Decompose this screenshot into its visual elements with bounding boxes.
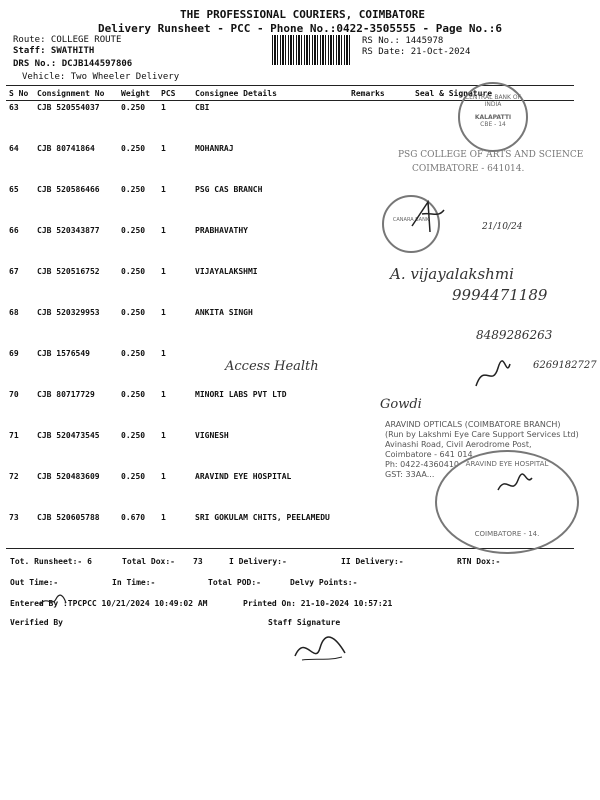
row-sno: 68 (9, 308, 19, 317)
row-consignment: CJB 520554037 (37, 103, 100, 112)
row-weight: 0.250 (121, 144, 146, 153)
row-consignee: PRABHAVATHY (195, 226, 248, 235)
drs-number: DRS No.: DCJB144597806 (13, 59, 133, 69)
row-consignment: CJB 80741864 (37, 144, 95, 153)
aravind-stamp-line4: Coimbatore - 641 014 (385, 450, 473, 459)
entered-by-scribble (38, 593, 68, 609)
row-consignee: VIGNESH (195, 431, 229, 440)
row-sno: 65 (9, 185, 19, 194)
row-consignee: VIJAYALAKSHMI (195, 267, 258, 276)
row-pcs: 1 (161, 144, 166, 153)
total-runsheet: Tot. Runsheet:- 6 (10, 557, 92, 566)
col-consignment: Consignment No (34, 86, 118, 101)
row-consignment: CJB 520605788 (37, 513, 100, 522)
row-consignee: PSG CAS BRANCH (195, 185, 263, 194)
aravind-stamp-line2: (Run by Lakshmi Eye Care Support Services Ltd) (385, 430, 579, 439)
total-dox-value: 73 (193, 557, 203, 566)
aravind-stamp-line3: Avinashi Road, Civil Aerodrome Post, (385, 440, 532, 449)
signature-row72 (494, 470, 534, 500)
row-sno: 72 (9, 472, 19, 481)
row-pcs: 1 (161, 390, 166, 399)
hospital-stamp-city: COIMBATORE - 14. (474, 530, 540, 538)
canara-stamp-label: CANARA BANK (392, 217, 430, 223)
col-pcs: PCS (158, 86, 192, 101)
verified-by: Verified By (10, 618, 63, 627)
row-pcs: 1 (161, 226, 166, 235)
signature-row69 (472, 358, 512, 394)
row-weight: 0.250 (121, 103, 146, 112)
row-consignment: CJB 520343877 (37, 226, 100, 235)
row-weight: 0.250 (121, 267, 146, 276)
row-weight: 0.670 (121, 513, 146, 522)
row-weight: 0.250 (121, 390, 146, 399)
row-consignee: CBI (195, 103, 210, 112)
row-pcs: 1 (161, 308, 166, 317)
row-sno: 63 (9, 103, 19, 112)
row-sno: 67 (9, 267, 19, 276)
row-sno: 66 (9, 226, 19, 235)
printed-on: Printed On: 21-10-2024 10:57:21 (243, 599, 393, 608)
row-remarks (348, 101, 412, 143)
rtn-dox: RTN Dox:- (457, 557, 501, 566)
col-remarks: Remarks (348, 86, 412, 101)
row-weight: 0.250 (121, 226, 146, 235)
staff-signature-label: Staff Signature (268, 618, 341, 627)
row-weight: 0.250 (121, 308, 146, 317)
barcode (272, 35, 352, 65)
total-dox-label: Total Dox:- (122, 557, 175, 566)
entered-by: Entered By :TPCPCC 10/21/2024 10:49:02 AM (10, 599, 208, 608)
row-pcs: 1 (161, 185, 166, 194)
rs-date: RS Date: 21-Oct-2024 (362, 47, 471, 57)
row-consignment: CJB 520516752 (37, 267, 100, 276)
row-consignment: CJB 1576549 (37, 349, 90, 358)
row-pcs: 1 (161, 267, 166, 276)
aravind-hospital-stamp (435, 450, 579, 554)
row-sno: 73 (9, 513, 19, 522)
row-consignee: MINORI LABS PVT LTD (195, 390, 287, 399)
row-consignment: CJB 520329953 (37, 308, 100, 317)
row-remarks (348, 142, 412, 183)
i-delivery: I Delivery:- (229, 557, 287, 566)
runsheet-subtitle: Delivery Runsheet - PCC - Phone No.:0422-3505555 - Page No.:6 (98, 22, 502, 35)
hospital-stamp-name: ARAVIND EYE HOSPITAL (465, 460, 549, 468)
signature-row65 (408, 196, 448, 236)
in-time: In Time:- (112, 578, 156, 587)
row-sno: 69 (9, 349, 19, 358)
row-remarks (348, 347, 412, 388)
row-consignment: CJB 80717729 (37, 390, 95, 399)
row-sno: 71 (9, 431, 19, 440)
row-consignment: CJB 520586466 (37, 185, 100, 194)
phone-row68: 8489286263 (476, 328, 553, 342)
col-weight: Weight (118, 86, 158, 101)
bank-stamp-line1: CENTRAL BANK OF INDIA (464, 94, 522, 108)
aravind-stamp-line5: Ph: 0422-4360410 (385, 460, 460, 469)
row-weight: 0.250 (121, 185, 146, 194)
delvy-points: Delvy Points:- (290, 578, 358, 587)
vehicle-label: Vehicle: Two Wheeler Delivery (22, 72, 180, 82)
row-remarks (348, 511, 412, 552)
row-sno: 64 (9, 144, 19, 153)
row-pcs: 1 (161, 513, 166, 522)
row-pcs: 1 (161, 349, 166, 358)
out-time: Out Time:- (10, 578, 59, 587)
total-pod: Total POD:- (208, 578, 261, 587)
phone-vijayalakshmi: 9994471189 (452, 286, 548, 304)
phone-row69: 6269182727 (533, 360, 597, 371)
row-pcs: 1 (161, 103, 166, 112)
row-consignment: CJB 520473545 (37, 431, 100, 440)
row-weight: 0.250 (121, 472, 146, 481)
route-label: Route: COLLEGE ROUTE (13, 35, 122, 45)
handwritten-access-health: Access Health (225, 359, 319, 374)
company-title: THE PROFESSIONAL COURIERS, COIMBATORE (180, 8, 426, 21)
row-weight: 0.250 (121, 431, 146, 440)
rs-number: RS No.: 1445978 (362, 36, 444, 46)
bank-stamp (458, 82, 528, 152)
col-consignee: Consignee Details (192, 86, 348, 101)
bank-stamp-line3: CBE - 14 (480, 121, 506, 128)
col-seal: Seal & Signature (412, 86, 574, 101)
date-handwriting: 21/10/24 (482, 222, 523, 232)
signature-vijayalakshmi: A. vijayalakshmi (390, 265, 514, 283)
row-consignee: ARAVIND EYE HOSPITAL (195, 472, 292, 481)
row-sno: 70 (9, 390, 19, 399)
psg-stamp: PSG COLLEGE OF ARTS AND SCIENCE (398, 150, 584, 160)
aravind-stamp-line6: GST: 33AA... (385, 470, 435, 479)
row-consignee: MOHANRAJ (195, 144, 234, 153)
signature-row70: Gowdi (380, 397, 422, 412)
ii-delivery: II Delivery:- (341, 557, 404, 566)
row-consignee: ANKITA SINGH (195, 308, 253, 317)
aravind-stamp-line1: ARAVIND OPTICALS (COIMBATORE BRANCH) (385, 420, 561, 429)
col-sno: S No (6, 86, 34, 101)
bank-stamp-line2: KALAPATTI (474, 114, 512, 121)
row-pcs: 1 (161, 472, 166, 481)
row-weight: 0.250 (121, 349, 146, 358)
row-consignment: CJB 520483609 (37, 472, 100, 481)
table-row (6, 183, 574, 224)
row-remarks (348, 306, 412, 347)
staff-label: Staff: SWATHITH (13, 46, 95, 56)
staff-signature-scribble (290, 628, 350, 668)
row-consignee: SRI GOKULAM CHITS, PEELAMEDU (195, 513, 330, 522)
psg-stamp-city: COIMBATORE - 641014. (412, 164, 525, 174)
row-pcs: 1 (161, 431, 166, 440)
